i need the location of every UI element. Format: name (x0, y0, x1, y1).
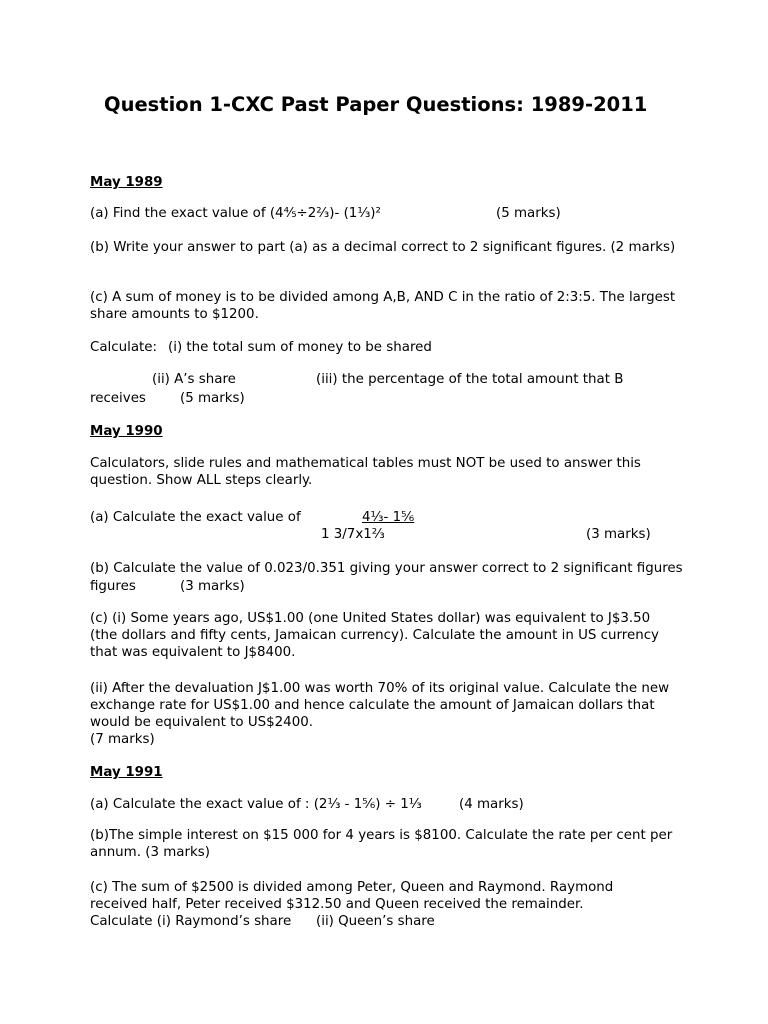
question-1990-b-cont: figures (90, 579, 136, 594)
calc-i-1989: (i) the total sum of money to be shared (168, 340, 432, 355)
page-title: Question 1-CXC Past Paper Questions: 1989-2011 (104, 93, 648, 116)
instructions-1990: Calculators, slide rules and mathematical tables must NOT be used to answer this question. Show ALL steps clearly. (90, 456, 641, 488)
calc-label-1989: Calculate: (90, 340, 158, 355)
question-1989-b: (b) Write your answer to part (a) as a decimal correct to 2 significant figures. (2 marks) (90, 240, 676, 255)
section-heading-may-1990: May 1990 (90, 424, 163, 439)
marks-1991-a: (4 marks) (459, 797, 524, 812)
question-1991-c-calc-i: Calculate (i) Raymond’s share (90, 914, 292, 929)
question-1991-b: (b)The simple interest on $15 000 for 4 years is $8100. Calculate the rate per cent per annum. (3 marks) (90, 828, 673, 860)
fraction-denominator-1990-a: 1 3/7x1⅔ (321, 527, 385, 542)
calc-receives-1989: receives (90, 391, 146, 406)
question-1990-a: (a) Calculate the exact value of (90, 510, 301, 525)
question-1991-c: (c) The sum of $2500 is divided among Peter, Queen and Raymond. Raymond received half, Peter received $312.50 and Queen received the remainder. (90, 880, 614, 912)
question-1989-c: (c) A sum of money is to be divided among A,B, AND C in the ratio of 2:3:5. The largest share amounts to $1200. (90, 290, 676, 322)
marks-1989-c: (5 marks) (180, 391, 245, 406)
question-1990-c-i: (c) (i) Some years ago, US$1.00 (one United States dollar) was equivalent to J$3.50 (the dollars and fifty cents, Jamaican currency). Calculate the amount in US currency that was equivalent to J$8400. (90, 611, 659, 660)
question-1991-a: (a) Calculate the exact value of : (2⅓ - 1⅚) ÷ 1⅓ (90, 797, 422, 812)
question-1990-c-ii: (ii) After the devaluation J$1.00 was worth 70% of its original value. Calculate the new exchange rate for US$1.00 and hence calculate the amount of Jamaican dollars that would be equivalent to US$2400. (90, 681, 670, 730)
section-heading-may-1991: May 1991 (90, 765, 163, 780)
question-1991-c-calc-ii: (ii) Queen’s share (316, 914, 435, 929)
calc-ii-1989: (ii) A’s share (152, 372, 236, 387)
calc-iii-1989: (iii) the percentage of the total amount that B (316, 372, 624, 387)
fraction-numerator-1990-a: 4⅓- 1⅚ (362, 510, 415, 525)
marks-1990-a: (3 marks) (586, 527, 651, 542)
section-heading-may-1989: May 1989 (90, 175, 163, 190)
marks-1990-c: (7 marks) (90, 732, 155, 747)
marks-1990-b: (3 marks) (180, 579, 245, 594)
question-1990-b: (b) Calculate the value of 0.023/0.351 giving your answer correct to 2 significant figures (90, 561, 683, 576)
question-1989-a: (a) Find the exact value of (4⅘÷2⅔)- (1⅓)² (90, 206, 381, 221)
marks-1989-a: (5 marks) (496, 206, 561, 221)
